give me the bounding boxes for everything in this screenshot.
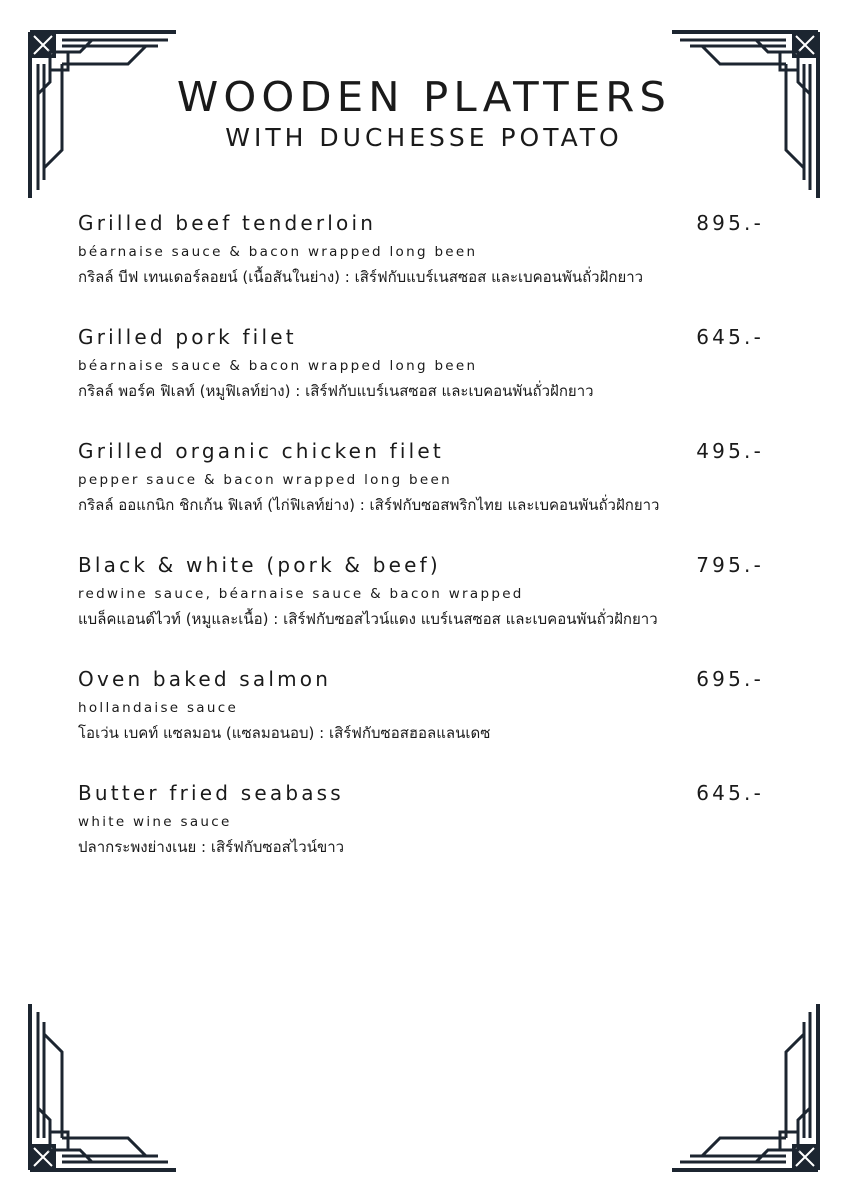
menu-item-description: hollandaise sauce bbox=[78, 700, 239, 716]
menu-item-thai-description: กริลล์ บีฟ เทนเดอร์ลอยน์ (เนื้อสันในย่าง) : เสิร์ฟกับแบร์เนสซอส และเบคอนพันถั่วฝักยาว bbox=[78, 268, 644, 286]
menu-item-name: Butter fried seabass bbox=[78, 781, 344, 805]
menu-item-description: béarnaise sauce & bacon wrapped long been bbox=[78, 244, 478, 260]
menu-item bbox=[78, 436, 768, 550]
corner-ornament-bottom-left-icon bbox=[28, 1002, 178, 1172]
menu-item-thai-description: กริลล์ ออแกนิก ชิกเก้น ฟิเลท์ (ไก่ฟิเลท์ย่าง) : เสิร์ฟกับซอสพริกไทย และเบคอนพันถั่วฝักยาว bbox=[78, 496, 660, 514]
menu-item-name: Grilled beef tenderloin bbox=[78, 211, 377, 235]
menu-item bbox=[78, 664, 768, 778]
menu-item-name: Grilled pork filet bbox=[78, 325, 297, 349]
page-title: WOODEN PLATTERS bbox=[176, 73, 672, 121]
menu-item-price: 895.- bbox=[696, 211, 764, 235]
menu-item-description: béarnaise sauce & bacon wrapped long been bbox=[78, 358, 478, 374]
menu-item-thai-description: กริลล์ พอร์ค ฟิเลท์ (หมูฟิเลท์ย่าง) : เสิร์ฟกับแบร์เนสซอส และเบคอนพันถั่วฝักยาว bbox=[78, 382, 594, 400]
menu-item-name: Oven baked salmon bbox=[78, 667, 332, 691]
menu-item bbox=[78, 322, 768, 436]
menu-item-name: Grilled organic chicken filet bbox=[78, 439, 444, 463]
menu-item-price: 795.- bbox=[696, 553, 764, 577]
menu-item bbox=[78, 550, 768, 664]
menu-item bbox=[78, 778, 768, 892]
menu-item-price: 495.- bbox=[696, 439, 764, 463]
corner-ornament-bottom-right-icon bbox=[670, 1002, 820, 1172]
menu-item-name: Black & white (pork & beef) bbox=[78, 553, 441, 577]
menu-item-description: white wine sauce bbox=[78, 814, 232, 830]
menu-item-description: redwine sauce, béarnaise sauce & bacon wrapped bbox=[78, 586, 524, 602]
menu-item-description: pepper sauce & bacon wrapped long been bbox=[78, 472, 452, 488]
menu-item-price: 695.- bbox=[696, 667, 764, 691]
menu-item-thai-description: โอเว่น เบคท์ แซลมอน (แซลมอนอบ) : เสิร์ฟกับซอสฮอลแลนเดซ bbox=[78, 724, 491, 742]
menu-item-price: 645.- bbox=[696, 781, 764, 805]
menu-item bbox=[78, 208, 768, 322]
menu-item-price: 645.- bbox=[696, 325, 764, 349]
menu-list bbox=[78, 208, 768, 892]
page-subtitle: WITH DUCHESSE POTATO bbox=[225, 123, 623, 152]
menu-item-thai-description: ปลากระพงย่างเนย : เสิร์ฟกับซอสไวน์ขาว bbox=[78, 838, 345, 856]
menu-item-thai-description: แบล็คแอนด์ไวท์ (หมูและเนื้อ) : เสิร์ฟกับซอสไวน์แดง แบร์เนสซอส และเบคอนพันถั่วฝักยาว bbox=[78, 610, 658, 628]
